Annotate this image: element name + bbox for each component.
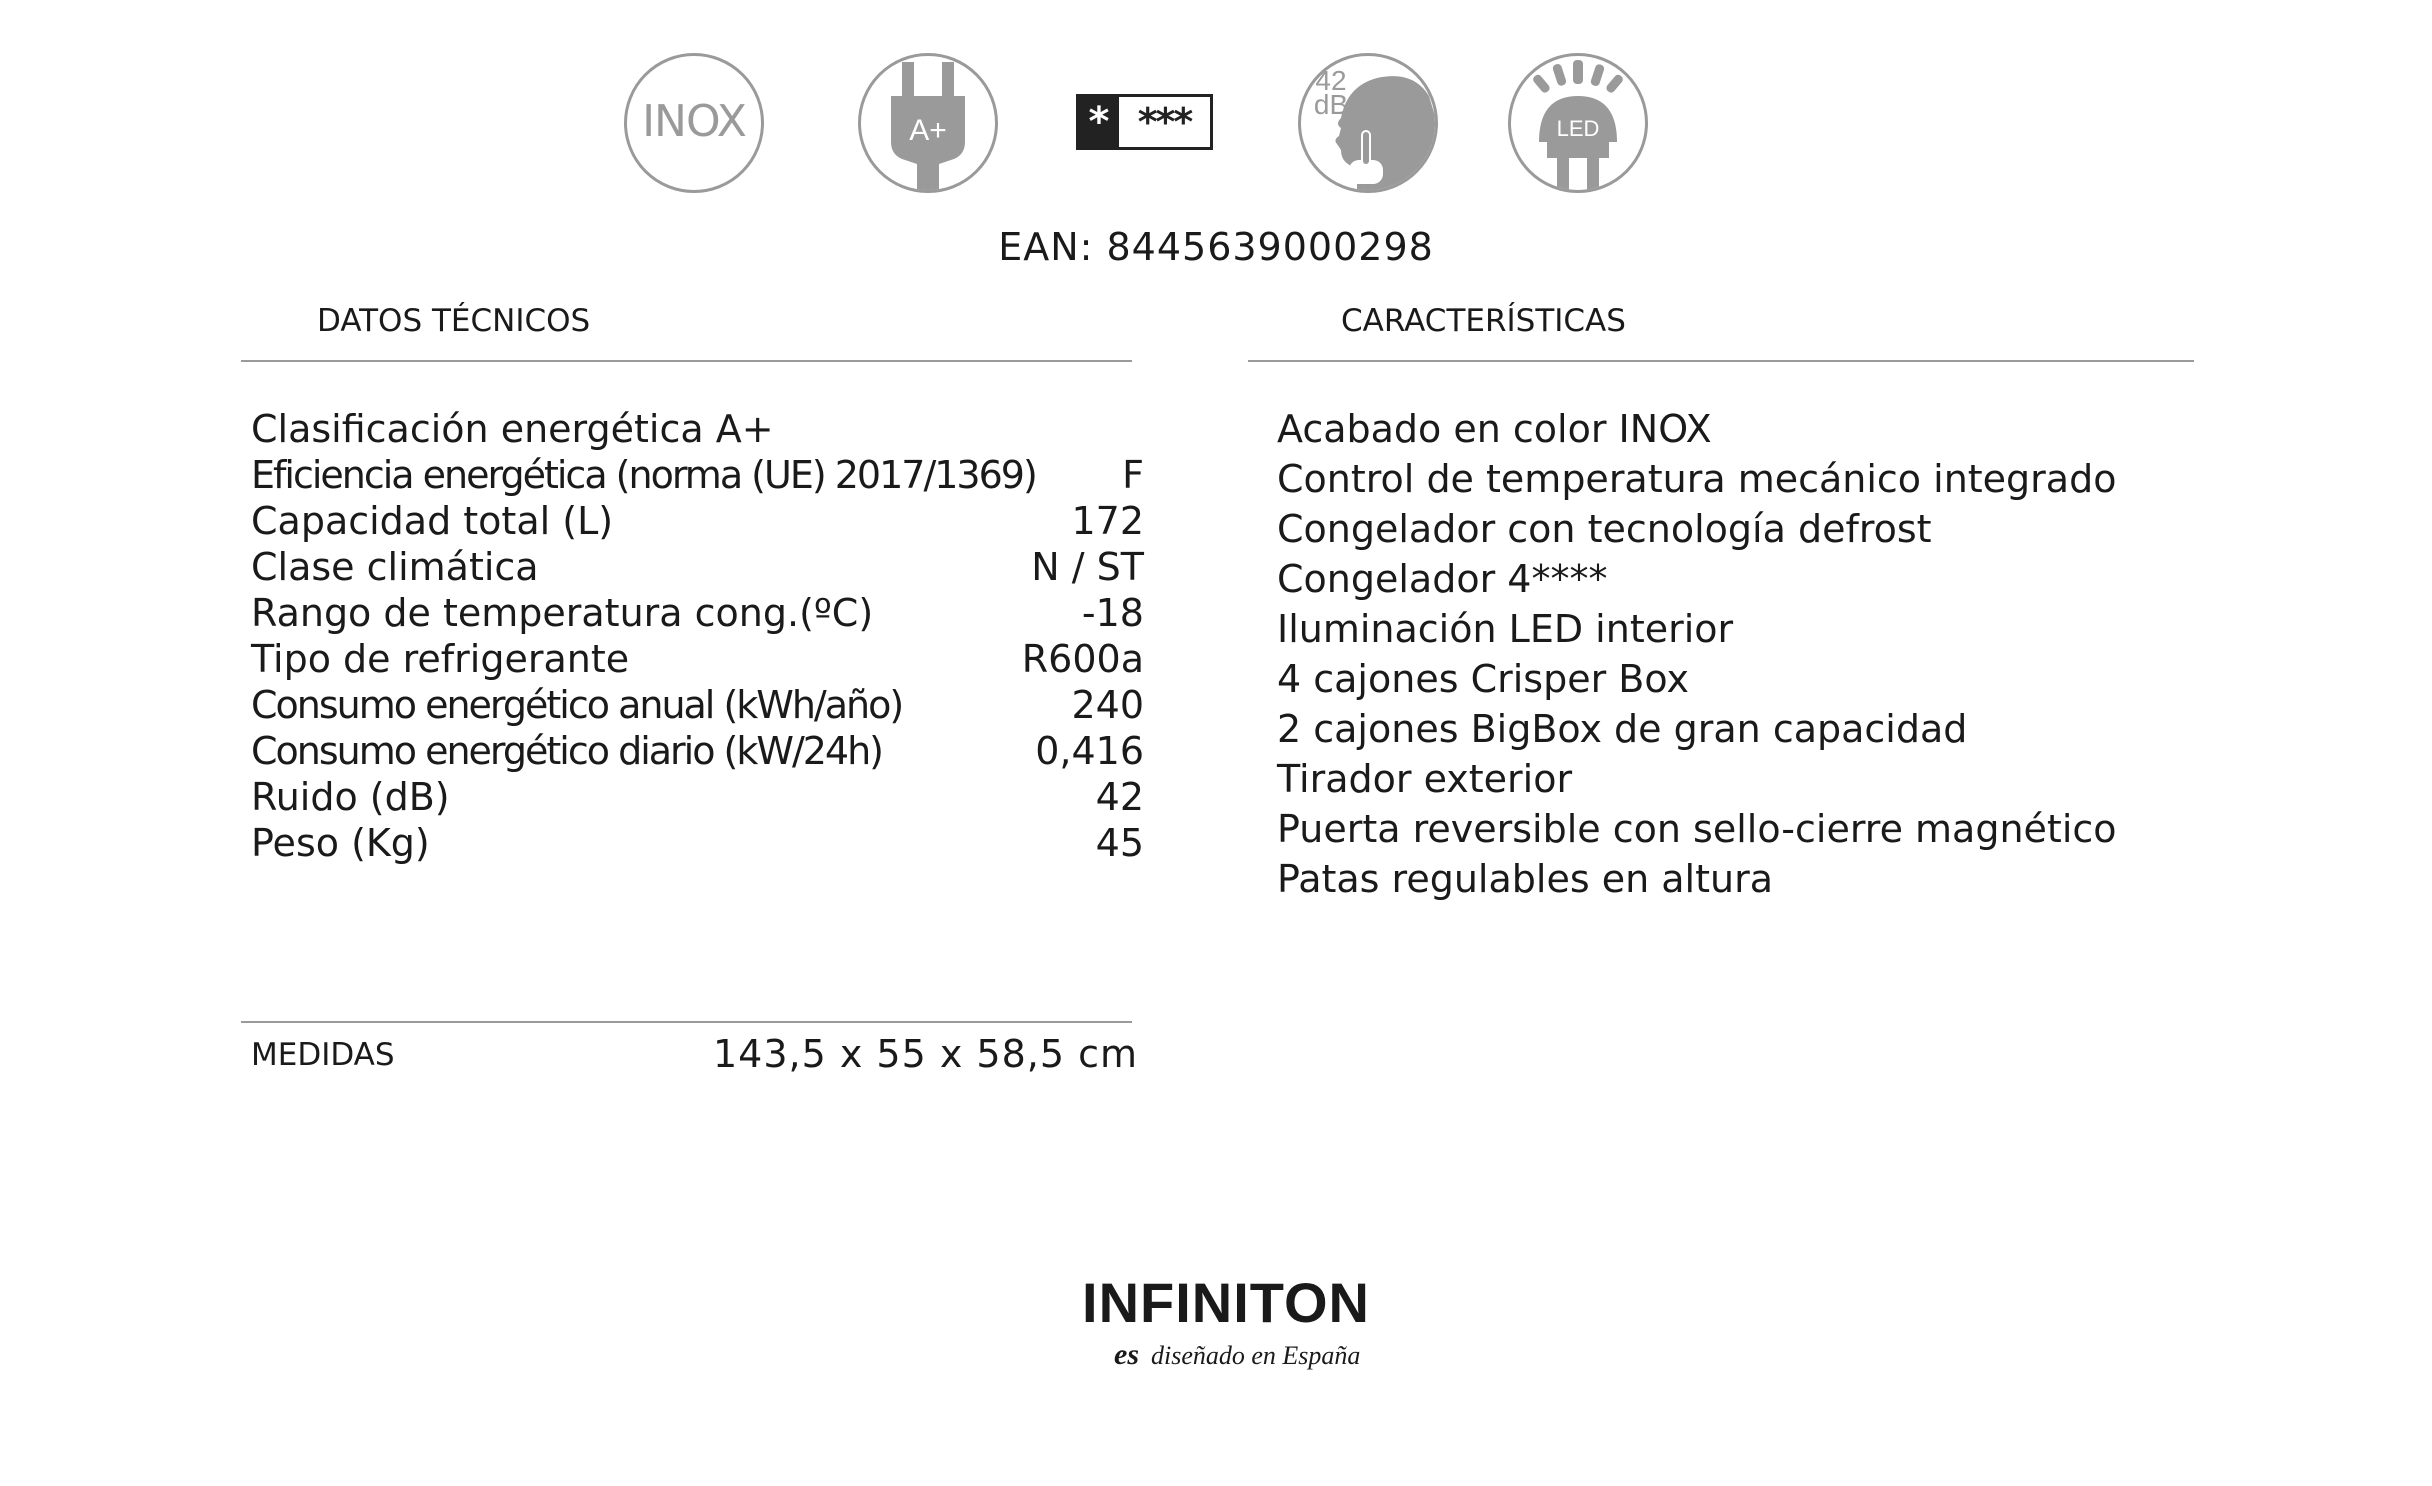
- spec-label: Eficiencia energética (norma (UE) 2017/1369): [251, 453, 1036, 497]
- star-rest: ***: [1137, 100, 1192, 144]
- freezer-star-rating-icon: [1076, 94, 1213, 150]
- svg-text:es: es: [1114, 1338, 1139, 1371]
- led-bulb-shape: [1511, 56, 1645, 190]
- noise-unit: dB: [1313, 89, 1349, 120]
- list-item: Patas regulables en altura: [1277, 857, 1773, 901]
- medidas-label: MEDIDAS: [251, 1037, 395, 1073]
- medidas-value: 143,5 x 55 x 58,5 cm: [712, 1032, 1138, 1076]
- infiniton-logo: [1076, 1276, 1376, 1376]
- spec-label: Clase climática: [251, 545, 539, 589]
- noise-value: 42: [1315, 65, 1347, 96]
- inox-label: INOX: [642, 96, 746, 147]
- svg-text:diseñado en España: diseñado en España: [1151, 1341, 1361, 1370]
- list-item: Congelador con tecnología defrost: [1277, 507, 1932, 551]
- spec-value: -18: [1081, 591, 1144, 635]
- datos-divider: [241, 360, 1132, 362]
- spec-row: [251, 453, 1144, 499]
- spec-value: 0,416: [1035, 729, 1144, 773]
- spec-row: [251, 591, 1144, 637]
- list-item: Control de temperatura mecánico integrado: [1277, 457, 2117, 501]
- list-item: 2 cajones BigBox de gran capacidad: [1277, 707, 1968, 751]
- spec-label: Peso (Kg): [251, 821, 430, 865]
- plug-energy-icon: [858, 53, 998, 193]
- logo-mark: [1076, 1276, 1376, 1376]
- spec-value: 172: [1071, 499, 1144, 543]
- datos-tecnicos-title: DATOS TÉCNICOS: [317, 303, 591, 339]
- caracteristicas-divider: [1248, 360, 2194, 362]
- spec-row: [251, 545, 1144, 591]
- spec-value: 240: [1071, 683, 1144, 727]
- star-first: *: [1079, 97, 1119, 147]
- silent-face-shape: [1301, 56, 1435, 190]
- spec-row: [251, 821, 1144, 867]
- svg-text:INFINITON: INFINITON: [1082, 1276, 1370, 1334]
- inox-icon: [624, 53, 764, 193]
- list-item: Tirador exterior: [1277, 757, 1573, 801]
- spec-value: F: [1122, 453, 1144, 497]
- caracteristicas-title: CARACTERÍSTICAS: [1341, 303, 1626, 339]
- plug-shape: [861, 56, 995, 190]
- list-item: Congelador 4****: [1277, 557, 1608, 601]
- silent-noise-icon: [1298, 53, 1438, 193]
- energy-label: A+: [909, 114, 947, 147]
- spec-row: [251, 407, 1144, 453]
- spec-value: R600a: [1021, 637, 1144, 681]
- spec-value: 45: [1095, 821, 1144, 865]
- list-item: Iluminación LED interior: [1277, 607, 1734, 651]
- spec-row: [251, 499, 1144, 545]
- spec-value: N / ST: [1031, 545, 1144, 589]
- led-label: LED: [1556, 116, 1600, 141]
- spec-row: [251, 775, 1144, 821]
- list-item: Acabado en color INOX: [1277, 407, 1712, 451]
- spec-label: Ruido (dB): [251, 775, 450, 819]
- spec-row: [251, 637, 1144, 683]
- spec-label: Clasificación energética A+: [251, 407, 774, 451]
- spec-label: Tipo de refrigerante: [251, 637, 630, 681]
- led-bulb-icon: [1508, 53, 1648, 193]
- ean-code: EAN: 8445639000298: [998, 225, 1434, 269]
- spec-label: Consumo energético diario (kW/24h): [251, 729, 883, 773]
- spec-value: 42: [1095, 775, 1144, 819]
- spec-row: [251, 683, 1144, 729]
- spec-row: [251, 729, 1144, 775]
- list-item: 4 cajones Crisper Box: [1277, 657, 1689, 701]
- spec-label: Capacidad total (L): [251, 499, 614, 543]
- spec-label: Consumo energético anual (kWh/año): [251, 683, 903, 727]
- spec-label: Rango de temperatura cong.(ºC): [251, 591, 874, 635]
- medidas-divider: [241, 1021, 1132, 1023]
- list-item: Puerta reversible con sello-cierre magnético: [1277, 807, 2117, 851]
